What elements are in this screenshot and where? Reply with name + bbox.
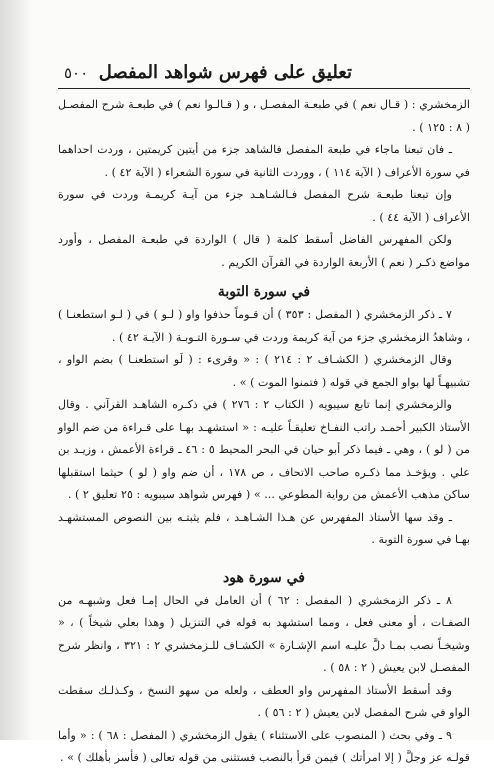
page-header <box>58 58 470 89</box>
paragraph: وإن تبعنا طبعـة شرح المفصل فـالشـاهـد جزء من آيـة كريمـة وردت في سورة الأعراف ( الآية ٤٤ ) . <box>58 188 470 224</box>
paragraph: ٩ ـ وفي بحث ( المنصوب على الاستثناء ) يقول الزمخشري ( المفصل : ٦٨ ) : « وأما قولـه عز وجلَّ ( إلا امرأتك ) فيمن قرأ بالنصب فستثنى من قوله تعالى ( فأسر بأهلك ) » . <box>58 728 470 764</box>
paragraph: ٧ ـ ذكر الزمخشري ( المفصل : ٣٥٣ ) أن قـوماً حذفوا واو ( لـو ) في ( لـو استطعنـا ) ، وشاهدُ الزمخشري جزء من آية كريمة وردت في سـورة التـوبـة ( الآيـة ٤٢ ) . <box>58 308 470 344</box>
paragraph: وقد أسقط الأستاذ المفهرس واو العطف ، ولعله من سهو النسخ ، وكـذلـك سقطت الواو في شرح المفصل لابن يعيش ( ٢ : ٥٦ ) . <box>58 683 470 719</box>
paragraph: ٨ ـ ذكر الزمخشري ( المفصل : ٦٢ ) أن العامل في الحال إمـا فعل وشبهـه من الصفـات ، أو معنى فعل ، ومما استشهد به قوله في التنزيل ( وهذا بعلي شيخاً ) ، « وشيخـاً نصب بمـا دلَّ عليـه اسم الإشـارة » الكشـاف للـزمخشري ٢ : ٣٢١ ، وانظر شرح المفصـل لابن يعيش ( ٢ : ٥٨ ) . <box>58 593 471 674</box>
paragraph: الزمخشري : ( قـال نعم ) في طبعـة المفصـل ، و ( قـالـوا نعم ) في طبعـة شرح المفصـل ( ٨ : ١٢٥ ) . <box>58 98 470 134</box>
binding-shadow <box>0 0 32 740</box>
page-number: ٥٠٠ <box>64 64 89 82</box>
paragraph: وقال الزمخشري ( الكشـاف ٢ : ٢١٤ ) : « وقرىء : ( لَو استطعنـا ) بضم الواو ، تشبيهـاً لها بواو الجمع في قوله ( فتمنوا الموت ) » . <box>58 353 470 389</box>
paragraph: ـ وقد سها الأستاذ المفهرس عن هـذا الشـاهـد ، فلم يثبتـه بين النصوص المستشهـد بهـا في سورة التوبة . <box>58 510 470 546</box>
paragraph: والزمخشري إنما تابع سيبويه ( الكتاب ٢ : ٢٧٦ ) في ذكـره الشاهـد القرآني . وقال الأستاذ الكبير أحمـد راتب النفـاخ تعليقـاً عليـه : « استشهـد بهـا على قـراءة من ضم الواو من ( لو ) ، وهي ـ فيما ذكر أبو حيان في البحر المحيط ٥ : ٤٦ ـ قراءة الأعمش ، وزيـد بن علي . ويؤخـذ مما ذكـره صاحب الاتحاف ، ص ١٧٨ ، أن ضم واو ( لو ) حيثما استقبلها ساكن مذهب الأعمش من رواية المطوعي ... » ( فهرس شواهد سيبويه : ٢٥ تعليق ٢ ) . <box>58 398 470 501</box>
section-heading-hud: في سورة هود <box>222 569 306 586</box>
section-heading-tawba: في سورة التوبة <box>217 284 311 300</box>
page-body <box>58 94 470 770</box>
page-title: تعليق على فهرس شواهد المفصل <box>98 62 352 83</box>
paragraph: ولكن المفهرس الفاضل أسقط كلمة ( قال ) الواردة في طبعـة المفصل ، وأورد مواضع ذكـر ( نعم ) الأربعة الواردة في القرآن الكريم . <box>58 233 470 269</box>
paragraph: ـ فان تبعنا ماجاء في طبعة المفصل فالشاهد جزء من أيتين كريمتين ، وردت احداهما في سورة الأعراف ( الآية ١١٤ ) ، ووردت الثانية في سورة الشعراء ( الآية ٤٢ ) . <box>58 143 470 179</box>
